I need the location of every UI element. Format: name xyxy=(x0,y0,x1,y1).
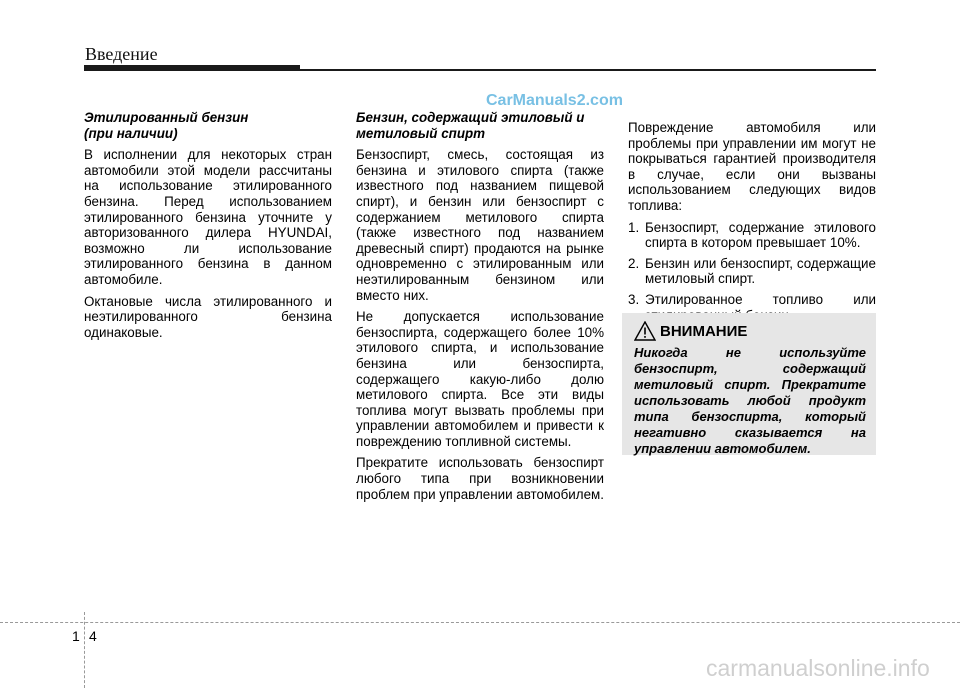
paragraph: Не допускается использование бензоспирта, содержащего более 10% этилового спирта, и использование бензина или бензоспирта, содержащего какую-либо долю метилового спирта. Все эти виды топлива могут вызвать проблемы при управлении автомобилем и привести к повреждению топливной системы. xyxy=(356,309,604,449)
page-number: 4 xyxy=(89,628,97,644)
paragraph: Прекратите использовать бензоспирт любого типа при возникновении проблем при управлении автомобилем. xyxy=(356,455,604,502)
paragraph: Бензоспирт, смесь, состоящая из бензина и этилового спирта (также известного под названием пищевой спирт), и бензин или бензоспирт с содержанием метилового спирта (также известного под названием древесный спирт) продаются на рынке одновременно с этилированным или неэтилированным бензином или вместо них. xyxy=(356,147,604,303)
section-title: Введение xyxy=(85,44,158,64)
warning-triangle-icon xyxy=(634,321,656,341)
paragraph: Октановые числа этилированного и неэтилированного бензина одинаковые. xyxy=(84,293,332,340)
warning-text: Никогда не используйте бензоспирт, содержащий метиловый спирт. Прекратите использовать любой продукт типа бензоспирта, который негативно сказывается на управлении автомобилем. xyxy=(634,345,866,456)
list-item: 2. Бензин или бензоспирт, содержащие метиловый спирт. xyxy=(628,255,876,287)
header-rule-thick xyxy=(84,65,300,71)
warning-title: ВНИМАНИЕ xyxy=(660,322,748,340)
site-watermark: carmanualsonline.info xyxy=(706,655,930,681)
warning-header xyxy=(634,321,866,341)
header-rule-thin xyxy=(300,69,876,71)
warning-box xyxy=(622,313,876,455)
column-warranty xyxy=(628,120,876,328)
list-item: 3. Этилированное топливо или xyxy=(628,291,876,307)
heading-leaded-gasoline: Этилированный бензин (при наличии) xyxy=(84,110,249,141)
column-leaded-gasoline xyxy=(84,110,332,346)
fuel-list xyxy=(628,220,876,324)
footer-vertical-divider xyxy=(84,612,85,688)
watermark-link[interactable]: CarManuals2.com xyxy=(486,92,623,109)
column-alcohol-gasoline xyxy=(356,110,604,508)
heading-alcohol-gasoline: Бензин, содержащий этиловый и метиловый спирт xyxy=(356,110,585,141)
paragraph: В исполнении для некоторых стран автомобили этой модели рассчитаны на использование этилированного бензина. Перед использованием этилированного бензина уточните у авторизованного дилера HYUNDAI, возможно ли использование этилированного бензина в данном автомобиле. xyxy=(84,147,332,287)
chapter-number: 1 xyxy=(72,628,80,644)
footer-divider xyxy=(0,622,960,623)
paragraph: Повреждение автомобиля или проблемы при управлении им могут не покрываться гарантией производителя в случае, если они вызваны использованием следующих видов топлива: xyxy=(628,120,876,213)
list-item: 1. Бензоспирт, содержание этилового спирта в котором превышает 10%. xyxy=(628,219,876,251)
